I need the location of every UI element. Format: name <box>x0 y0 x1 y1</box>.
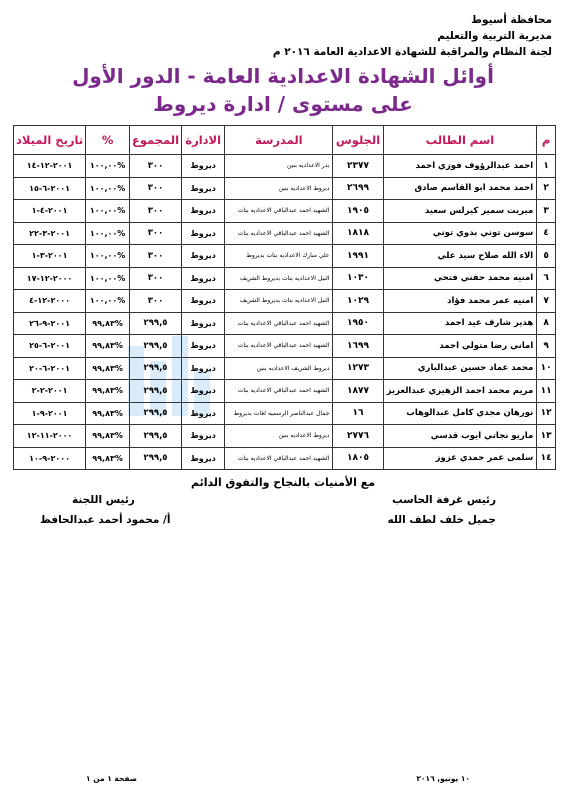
total-score-cell: ٣٠٠ <box>129 200 181 223</box>
seat-number-cell: ١٦٩٩ <box>333 335 383 358</box>
row-number-cell: ١٠ <box>537 357 556 380</box>
school-name-cell: الشهيد احمد عبدالباقي الاعداديه بنات <box>225 380 333 403</box>
student-name-cell: احمد عبدالرؤوف فوزي احمد <box>383 155 537 178</box>
col-header-seat: الجلوس <box>333 126 383 155</box>
percentage-cell: %٩٩,٨٣ <box>86 380 130 403</box>
row-number-cell: ٩ <box>537 335 556 358</box>
student-name-cell: امنيه عمر محمد فؤاد <box>383 290 537 313</box>
administration-cell: ديروط <box>182 312 225 335</box>
birth-date-cell: ٢٠٠٠-١٢-١٧ <box>14 267 86 290</box>
total-score-cell: ٣٠٠ <box>129 245 181 268</box>
student-name-cell: احمد محمد ابو القاسم صادق <box>383 177 537 200</box>
footer-date: ١٠ يونيو, ٢٠١٦ <box>416 774 470 783</box>
percentage-cell: %٩٩,٨٣ <box>86 425 130 448</box>
row-number-cell: ١ <box>537 155 556 178</box>
birth-date-cell: ٢٠٠١-١٢-١٤ <box>14 155 86 178</box>
total-score-cell: ٣٠٠ <box>129 155 181 178</box>
page-title: أوائل الشهادة الاعدادية العامة - الدور الأول <box>72 64 494 88</box>
row-number-cell: ١٣ <box>537 425 556 448</box>
administration-cell: ديروط <box>182 357 225 380</box>
birth-date-cell: ٢٠٠١-٤-١ <box>14 200 86 223</box>
seat-number-cell: ١٩٠٥ <box>333 200 383 223</box>
table-row <box>14 380 556 403</box>
col-header-pct: % <box>86 126 130 155</box>
total-score-cell: ٢٩٩,٥ <box>129 425 181 448</box>
percentage-cell: %٩٩,٨٣ <box>86 312 130 335</box>
seat-number-cell: ١٦ <box>333 402 383 425</box>
computer-room-head-name: جميل خلف لطف الله <box>387 514 496 526</box>
table-row <box>14 222 556 245</box>
student-name-cell: ماريو نجاتي ايوب قدسي <box>383 425 537 448</box>
administration-cell: ديروط <box>182 290 225 313</box>
row-number-cell: ١٢ <box>537 402 556 425</box>
seat-number-cell: ١٢٧٣ <box>333 357 383 380</box>
wishes-line: مع الأمنيات بالنجاح والتفوق الدائم <box>190 476 376 489</box>
total-score-cell: ٢٩٩,٥ <box>129 335 181 358</box>
total-score-cell: ٢٩٩,٥ <box>129 402 181 425</box>
seat-number-cell: ١٨٧٧ <box>333 380 383 403</box>
administration-cell: ديروط <box>182 447 225 470</box>
student-name-cell: الاء الله صلاح سيد علي <box>383 245 537 268</box>
administration-cell: ديروط <box>182 267 225 290</box>
birth-date-cell: ٢٠٠٠-١١-١٢ <box>14 425 86 448</box>
school-name-cell: جمال عبدالناصر الرسميه لغات بديروط <box>225 402 333 425</box>
birth-date-cell: ٢٠٠١-٩-٢٦ <box>14 312 86 335</box>
table-row <box>14 312 556 335</box>
table-row <box>14 447 556 470</box>
administration-cell: ديروط <box>182 335 225 358</box>
row-number-cell: ١٤ <box>537 447 556 470</box>
table-row <box>14 155 556 178</box>
computer-room-head-title: رئيس غرفة الحاسب <box>392 494 496 506</box>
birth-date-cell: ٢٠٠١-٦-٢٥ <box>14 335 86 358</box>
committee-head-name: أ/ محمود أحمد عبدالحافظ <box>40 514 171 526</box>
school-name-cell: الشهيد احمد عبدالباقي الاعداديه بنات <box>225 335 333 358</box>
table-row <box>14 245 556 268</box>
seat-number-cell: ٢٧٧٦ <box>333 425 383 448</box>
administration-cell: ديروط <box>182 222 225 245</box>
birth-date-cell: ٢٠٠١-٦-١٥ <box>14 177 86 200</box>
col-header-num: م <box>537 126 556 155</box>
governorate-label: محافظة أسيوط <box>471 14 552 26</box>
student-name-cell: ميريت سمير كيرلس سعيد <box>383 200 537 223</box>
footer-page-number: صفحة ١ من ١ <box>86 774 137 783</box>
col-header-total: المجموع <box>129 126 181 155</box>
row-number-cell: ٧ <box>537 290 556 313</box>
school-name-cell: الشهيد احمد عبدالباقي الاعداديه بنات <box>225 222 333 245</box>
row-number-cell: ٥ <box>537 245 556 268</box>
school-name-cell: علي مبارك الاعداديه بنات بديروط <box>225 245 333 268</box>
row-number-cell: ٢ <box>537 177 556 200</box>
administration-cell: ديروط <box>182 380 225 403</box>
total-score-cell: ٣٠٠ <box>129 267 181 290</box>
col-header-dob: تاريخ الميلاد <box>14 126 86 155</box>
birth-date-cell: ٢٠٠٠-٩-١٠ <box>14 447 86 470</box>
col-header-school: المدرسة <box>225 126 333 155</box>
row-number-cell: ٤ <box>537 222 556 245</box>
school-name-cell: ديروط الاعداديه بنين <box>225 425 333 448</box>
percentage-cell: %١٠٠,٠٠ <box>86 267 130 290</box>
total-score-cell: ٢٩٩,٥ <box>129 312 181 335</box>
student-name-cell: اماني رضا متولي احمد <box>383 335 537 358</box>
seat-number-cell: ٢٦٩٩ <box>333 177 383 200</box>
seat-number-cell: ١٨٠٥ <box>333 447 383 470</box>
total-score-cell: ٢٩٩,٥ <box>129 380 181 403</box>
school-name-cell: ديروط الشريف الاعداديه بنين <box>225 357 333 380</box>
row-number-cell: ٣ <box>537 200 556 223</box>
percentage-cell: %٩٩,٨٣ <box>86 402 130 425</box>
administration-cell: ديروط <box>182 402 225 425</box>
administration-cell: ديروط <box>182 425 225 448</box>
col-header-name: اسم الطالب <box>383 126 537 155</box>
table-row <box>14 177 556 200</box>
table-header-row <box>14 126 556 155</box>
student-name-cell: نورهان مجدي كامل عبدالوهاب <box>383 402 537 425</box>
table-row <box>14 200 556 223</box>
percentage-cell: %١٠٠,٠٠ <box>86 200 130 223</box>
table-row <box>14 335 556 358</box>
birth-date-cell: ٢٠٠١-٢-٢ <box>14 380 86 403</box>
table-row <box>14 267 556 290</box>
student-name-cell: محمد عماد حسين عبدالباري <box>383 357 537 380</box>
committee-head-title: رئيس اللجنة <box>72 494 135 506</box>
student-name-cell: سلمى عمر حمدي عزوز <box>383 447 537 470</box>
percentage-cell: %١٠٠,٠٠ <box>86 290 130 313</box>
row-number-cell: ١١ <box>537 380 556 403</box>
school-name-cell: الشهيد احمد عبدالباقي الاعداديه بنات <box>225 312 333 335</box>
page-subtitle: على مستوى / ادارة ديروط <box>153 92 413 116</box>
seat-number-cell: ٢٣٧٧ <box>333 155 383 178</box>
student-name-cell: سوسن توني بدوي توني <box>383 222 537 245</box>
seat-number-cell: ١٠٣٠ <box>333 267 383 290</box>
student-name-cell: هدير شارف عيد احمد <box>383 312 537 335</box>
school-name-cell: بدر الاعداديه بنين <box>225 155 333 178</box>
percentage-cell: %١٠٠,٠٠ <box>86 177 130 200</box>
table-row <box>14 402 556 425</box>
results-table <box>13 125 556 470</box>
administration-cell: ديروط <box>182 245 225 268</box>
col-header-admin: الادارة <box>182 126 225 155</box>
birth-date-cell: ٢٠٠١-٩-١ <box>14 402 86 425</box>
percentage-cell: %١٠٠,٠٠ <box>86 222 130 245</box>
table-row <box>14 290 556 313</box>
table-row <box>14 425 556 448</box>
seat-number-cell: ١٠٢٩ <box>333 290 383 313</box>
total-score-cell: ٣٠٠ <box>129 177 181 200</box>
row-number-cell: ٨ <box>537 312 556 335</box>
percentage-cell: %٩٩,٨٣ <box>86 357 130 380</box>
school-name-cell: الشهيد احمد عبدالباقي الاعداديه بنات <box>225 447 333 470</box>
percentage-cell: %١٠٠,٠٠ <box>86 245 130 268</box>
directorate-label: مديرية التربية والتعليم <box>437 30 552 42</box>
administration-cell: ديروط <box>182 177 225 200</box>
student-name-cell: مريم محمد احمد الزهيري عبدالعزيز <box>383 380 537 403</box>
seat-number-cell: ١٩٩١ <box>333 245 383 268</box>
birth-date-cell: ٢٠٠١-٣-٢٢ <box>14 222 86 245</box>
committee-label: لجنة النظام والمراقبة للشهادة الاعدادية العامة ٢٠١٦ م <box>272 46 552 58</box>
administration-cell: ديروط <box>182 200 225 223</box>
row-number-cell: ٦ <box>537 267 556 290</box>
percentage-cell: %١٠٠,٠٠ <box>86 155 130 178</box>
percentage-cell: %٩٩,٨٣ <box>86 335 130 358</box>
total-score-cell: ٢٩٩,٥ <box>129 447 181 470</box>
total-score-cell: ٣٠٠ <box>129 222 181 245</box>
school-name-cell: الشهيد احمد عبدالباقي الاعداديه بنات <box>225 200 333 223</box>
total-score-cell: ٢٩٩,٥ <box>129 357 181 380</box>
total-score-cell: ٣٠٠ <box>129 290 181 313</box>
birth-date-cell: ٢٠٠١-٦-٢٠ <box>14 357 86 380</box>
table-row <box>14 357 556 380</box>
administration-cell: ديروط <box>182 155 225 178</box>
seat-number-cell: ١٩٥٠ <box>333 312 383 335</box>
birth-date-cell: ٢٠٠٠-١٢-٤ <box>14 290 86 313</box>
school-name-cell: ديروط الاعداديه بنين <box>225 177 333 200</box>
student-name-cell: امنيه محمد حفني فتحي <box>383 267 537 290</box>
seat-number-cell: ١٨١٨ <box>333 222 383 245</box>
school-name-cell: النيل الاعداديه بنات بديروط الشريف <box>225 290 333 313</box>
percentage-cell: %٩٩,٨٣ <box>86 447 130 470</box>
birth-date-cell: ٢٠٠١-٣-١ <box>14 245 86 268</box>
school-name-cell: النيل الاعداديه بنات بديروط الشريف <box>225 267 333 290</box>
